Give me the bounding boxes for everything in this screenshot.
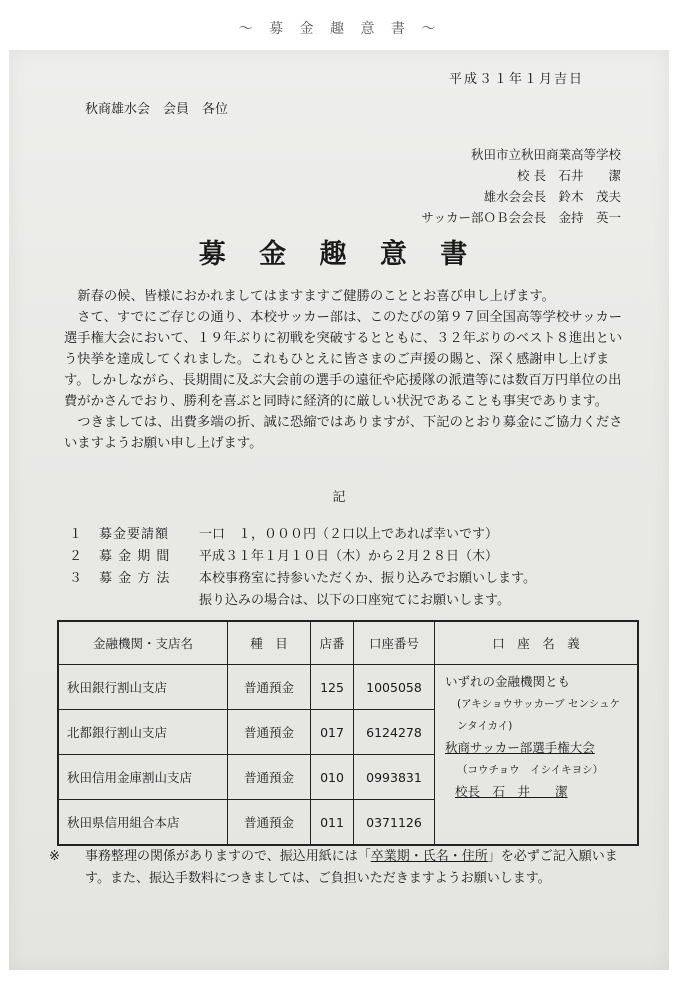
recipient: 秋商雄水会 会員 各位	[85, 102, 229, 117]
item-number: １	[69, 527, 83, 542]
sender-principal: 校 長 石井 潔	[517, 168, 621, 183]
paragraph-background: さて、すでにご存じの通り、本校サッカー部は、このたびの第９７回全国高等学校サッカー選手権大会において、１９年ぶりに初戦を突破するとともに、３２年ぶりのベスト８進出という快挙を達成してくれました。これもひとえに皆さまのご声援の賜と、深く感謝申し上げます。しかしながら、長期間に及ぶ大会前の選手の遠征や応援隊の派遣等には数百万円単位の出費がかさんでおり、勝利を喜ぶと同時に経済的に厳しい状況であることも事実であります。	[64, 310, 623, 409]
bank-account-table	[57, 620, 639, 846]
account-holder	[435, 665, 639, 846]
item-value: 本校事務室に持参いただくか、振り込みでお願いします。	[199, 571, 536, 586]
item-label: 募 金 方 法	[99, 571, 171, 586]
item-method	[69, 568, 536, 590]
bank-name: 秋田県信用組合本店	[58, 800, 228, 846]
item-number: ３	[69, 571, 83, 586]
header-bank: 金融機関・支店名	[58, 621, 228, 665]
reference-mark: ※	[49, 849, 60, 864]
header-branch: 店番	[311, 621, 354, 665]
item-label: 募 金 期 間	[99, 549, 171, 564]
branch-number: 010	[311, 755, 354, 800]
footnote-emphasis: 卒業期・氏名・住所	[370, 849, 488, 864]
paragraph-greeting: 新春の候、皆様におかれましてはますますご健勝のこととお喜び申し上げます。	[77, 289, 555, 304]
footnote	[49, 846, 639, 890]
branch-number: 125	[311, 665, 354, 710]
document-sheet	[9, 50, 669, 970]
header-account: 口座番号	[354, 621, 435, 665]
sender-ob-chair: サッカー部ＯＢ会会長 金持 英一	[421, 210, 621, 225]
account-number: 1005058	[354, 665, 435, 710]
item-label	[99, 590, 199, 612]
body-text	[64, 286, 624, 454]
holder-line1: いずれの金融機関とも	[445, 674, 571, 689]
account-type: 普通預金	[228, 800, 311, 846]
document-title: 募 金 趣 意 書	[198, 239, 480, 270]
account-number: 6124278	[354, 710, 435, 755]
account-type: 普通預金	[228, 755, 311, 800]
paragraph-request: つきましては、出費多端の折、誠に恐縮ではありますが、下記のとおり募金にご協力くださいますようお願い申し上げます。	[64, 415, 623, 451]
holder-kana1: (アキショウサッカーブ センシュケンタイカイ)	[457, 698, 620, 732]
account-type: 普通預金	[228, 665, 311, 710]
header-type: 種 目	[228, 621, 311, 665]
page-caption: ～ 募 金 趣 意 書 ～	[238, 21, 442, 37]
sender-alumni-chair: 雄水会会長 鈴木 茂夫	[483, 189, 621, 204]
document-date: 平成３１年１月吉日	[449, 72, 585, 87]
holder-kana2: （コウチョウ イシイキヨシ）	[457, 764, 604, 776]
donation-items	[69, 524, 536, 612]
ki-heading: 記	[332, 490, 346, 505]
item-value: 一口 １，０００円（２口以上であれば幸いです）	[199, 527, 499, 542]
table-row	[58, 665, 638, 710]
item-method-note	[69, 590, 536, 612]
item-amount	[69, 524, 536, 546]
bank-name: 秋田銀行割山支店	[58, 665, 228, 710]
account-number: 0371126	[354, 800, 435, 846]
holder-name1: 秋商サッカー部選手権大会	[445, 740, 595, 755]
item-number: ２	[69, 549, 83, 564]
footnote-after: 」を必ずご記入願います。また、振込手数料につきましては、ご負担いただきますようお願いします。	[85, 849, 618, 886]
account-type: 普通預金	[228, 710, 311, 755]
sender-school: 秋田市立秋田商業高等学校	[470, 147, 621, 162]
item-label: 募金要請額	[99, 527, 170, 542]
footnote-text	[85, 846, 639, 890]
holder-name2: 校長 石 井 潔	[455, 784, 568, 799]
senders-block	[389, 144, 621, 228]
item-value: 平成３１年１月１０日（木）から２月２８日（木）	[199, 549, 499, 564]
branch-number: 017	[311, 710, 354, 755]
item-value: 振り込みの場合は、以下の口座宛てにお願いします。	[199, 593, 510, 608]
header-holder: 口 座 名 義	[435, 621, 639, 665]
footnote-before: 事務整理の関係がありますので、振込用紙には「	[85, 849, 371, 864]
account-number: 0993831	[354, 755, 435, 800]
bank-name: 北都銀行割山支店	[58, 710, 228, 755]
branch-number: 011	[311, 800, 354, 846]
item-number	[69, 590, 99, 612]
table-header-row	[58, 621, 638, 665]
bank-name: 秋田信用金庫割山支店	[58, 755, 228, 800]
item-period	[69, 546, 536, 568]
